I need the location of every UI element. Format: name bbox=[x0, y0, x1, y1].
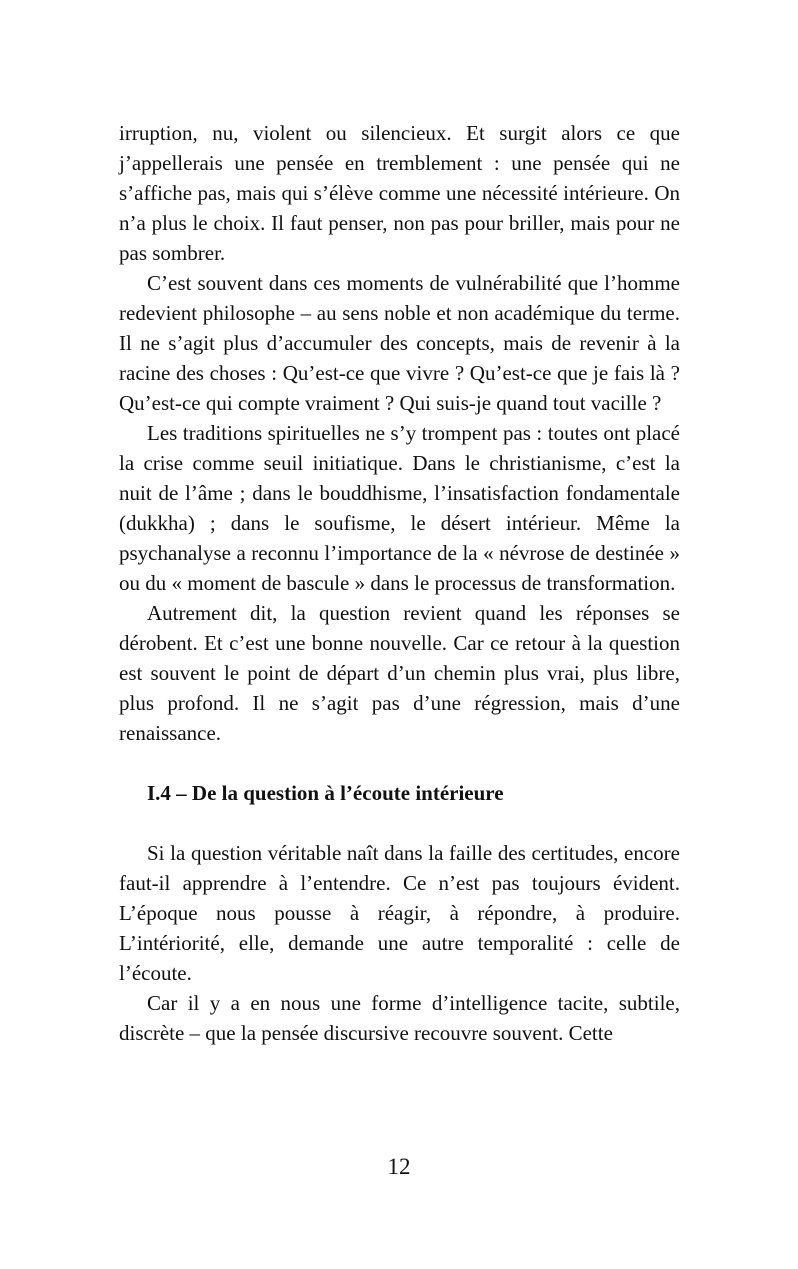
paragraph: Autrement dit, la question revient quand les réponses se dérobent. Et c’est une bonne nouvelle. Car ce retour à la question est souvent le point de départ d’un chemin plus vrai, plus libre, plus profond. Il ne s’agit pas d’une régression, mais d’une renaissance. bbox=[119, 601, 680, 745]
page-body bbox=[119, 118, 680, 1048]
paragraph: Si la question véritable naît dans la faille des certitudes, encore faut-il apprendre à l’entendre. Ce n’est pas toujours évident. L’époque nous pousse à réagir, à répondre, à produire. L’intériorité, elle, demande une autre temporalité : celle de l’écoute. bbox=[119, 841, 680, 985]
paragraph-continuation: irruption, nu, violent ou silencieux. Et surgit alors ce que j’appellerais une pensée en tremblement : une pensée qui ne s’affiche pas, mais qui s’élève comme une nécessité intérieure. On n’a plus le choix. Il faut penser, non pas pour briller, mais pour ne pas sombrer. bbox=[119, 121, 680, 265]
page-number: 12 bbox=[387, 1154, 411, 1179]
paragraph: C’est souvent dans ces moments de vulnérabilité que l’homme redevient philosophe – au sens noble et non académique du terme. Il ne s’agit plus d’accumuler des concepts, mais de revenir à la racine des choses : Qu’est-ce que vivre ? Qu’est-ce que je fais là ? Qu’est-ce qui compte vraiment ? Qui suis-je quand tout vacille ? bbox=[119, 271, 680, 415]
section-heading: I.4 – De la question à l’écoute intérieure bbox=[147, 781, 504, 805]
paragraph: Les traditions spirituelles ne s’y trompent pas : toutes ont placé la crise comme seuil initiatique. Dans le christianisme, c’est la nuit de l’âme ; dans le bouddhisme, l’insatisfaction fondamentale (dukkha) ; dans le soufisme, le désert intérieur. Même la psychanalyse a reconnu l’importance de la « névrose de destinée » ou du « moment de bascule » dans le processus de transformation. bbox=[119, 421, 680, 595]
paragraph: Car il y a en nous une forme d’intelligence tacite, subtile, discrète – que la pensée discursive recouvre souvent. Cette bbox=[119, 991, 680, 1045]
